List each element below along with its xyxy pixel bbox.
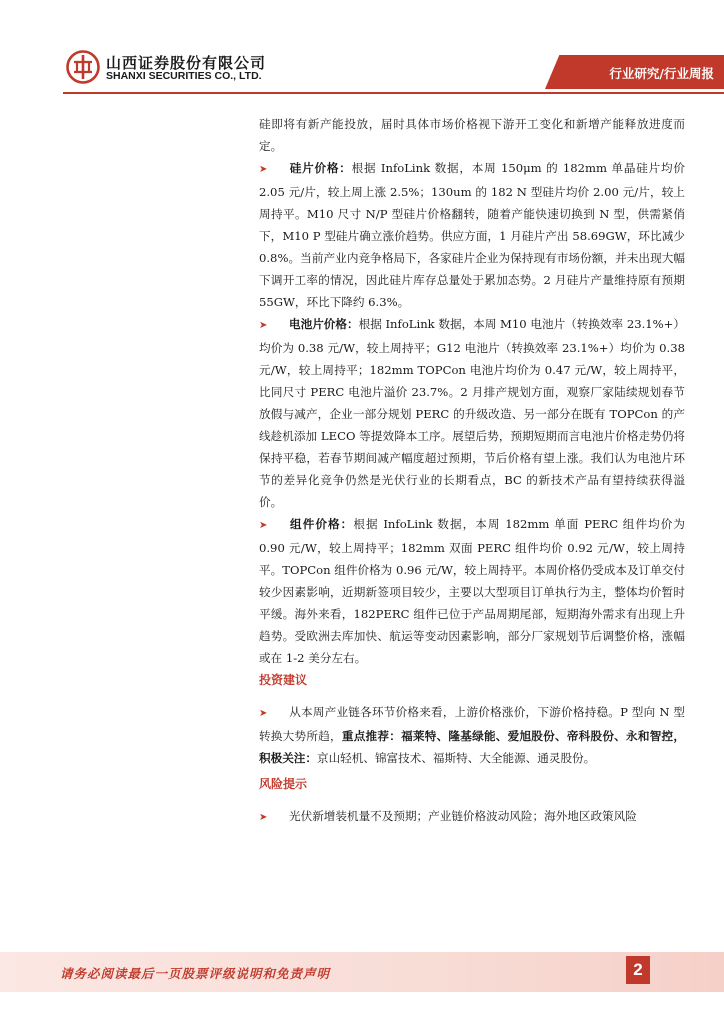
red-arrow-bullet-icon: ➤ [259,812,268,823]
module-price-paragraph [259,513,685,669]
watch-stocks: 京山轻机、锦富技术、福斯特、大全能源、通灵股份。 [316,751,596,765]
report-body [259,113,685,829]
company-name-cn: 山西证券股份有限公司 [106,54,267,72]
wafer-text: 根据 InfoLink 数据，本周 150μm 的 182mm 单晶硅片均价 2.05 元/片，较上周上涨 2.5%；130um 的 182 N 型硅片均价 2.00 元/片，较上周持平。M10 尺寸 N/P 型硅片价格翻转，随着产能快速切换到 N 型，供需紧俏下，M10 P 型硅片确立涨价趋势。供应方面，1 月硅片产出 58.69GW，环比减少 0.8%。当前产业内竞争格局下，各家硅片企业为保持现有市场份额，并未出现大幅下调开工率的情况，因此硅片库存总量处于累加态势。2 月硅片产量维持原有预期 55GW，环比下降约 6.3%。 [259,161,685,309]
red-arrow-bullet-icon: ➤ [259,708,268,719]
cell-text: 根据 InfoLink 数据，本周 M10 电池片（转换效率 23.1%+）均价为 0.38 元/W，较上周持平；G12 电池片（转换效率 23.1%+）均价为 0.38 元/W，较上周持平；182mm TOPCon 电池片均价为 0.47 元/W，较上周持平，比同尺寸 PERC 电池片溢价 23.7%。2 月排产规划方面，观察厂家陆续规划春节放假与减产，企业一部分规划 PERC 的升级改造、另一部分在既有 TOPCon 的产线趁机添加 LECO 等提效降本工序。展望后势，预期短期而言电池片价格走势仍将保持平稳，若春节期间减产幅度超过预期，节后价格有望上涨。我们认为电池片环节的差异化竞争仍然是光伏行业的长期看点，BC 的新技术产品有望持续获得溢价。 [259,317,685,509]
company-name-en: SHANXI SECURITIES CO., LTD. [106,70,262,82]
risk-paragraph [259,805,685,829]
module-lead: 组件价格： [289,517,354,531]
report-type-label: 行业研究/行业周报 [609,66,714,81]
risk-text: 光伏新增装机量不及预期；产业链价格波动风险；海外地区政策风险 [289,809,637,823]
investment-text: 从本周产业链各环节价格来看，上游价格涨价，下游价格持稳。P 型向 N 型转换大势所趋， [259,705,685,743]
recommend-label: 重点推荐： [341,729,402,743]
shanxi-securities-logo-icon [66,50,100,84]
module-text: 根据 InfoLink 数据，本周 182mm 单面 PERC 组件均价为 0.90 元/W，较上周持平；182mm 双面 PERC 组件均价 0.92 元/W，较上周持平。TOPCon 组件价格为 0.96 元/W，较上周持平。本周价格仍受成本及订单交付较少因素影响，近期新签项目较少，主要以大型项目订单执行为主，整体均价暂时平缓。海外来看，182PERC 组件已位于产品周期尾部，短期海外需求有出现上升趋势。受欧洲去库加快、航运等变动因素影响，部分厂家规划节后调整价格，涨幅或在 1-2 美分左右。 [259,517,685,665]
page-number: 2 [626,956,650,984]
red-arrow-bullet-icon: ➤ [259,520,268,531]
footer-disclaimer: 请务必阅读最后一页股票评级说明和免责声明 [60,966,331,981]
cell-price-paragraph [259,313,685,513]
red-arrow-bullet-icon: ➤ [259,164,268,175]
page-header [0,0,724,96]
wafer-lead: 硅片价格： [289,161,352,175]
watch-label: 积极关注： [259,751,317,765]
recommend-stocks: 福莱特、隆基绿能、爱旭股份、帝科股份、永和智控， [401,729,685,743]
investment-paragraph [259,701,685,769]
cell-lead: 电池片价格： [289,317,359,331]
header-divider [63,92,724,94]
intro-paragraph: 硅即将有新产能投放，届时具体市场价格视下游开工变化和新增产能释放进度而定。 [259,117,685,153]
risk-heading: 风险提示 [259,777,308,791]
investment-heading: 投资建议 [259,673,308,687]
red-arrow-bullet-icon: ➤ [259,320,268,331]
wafer-price-paragraph [259,157,685,313]
